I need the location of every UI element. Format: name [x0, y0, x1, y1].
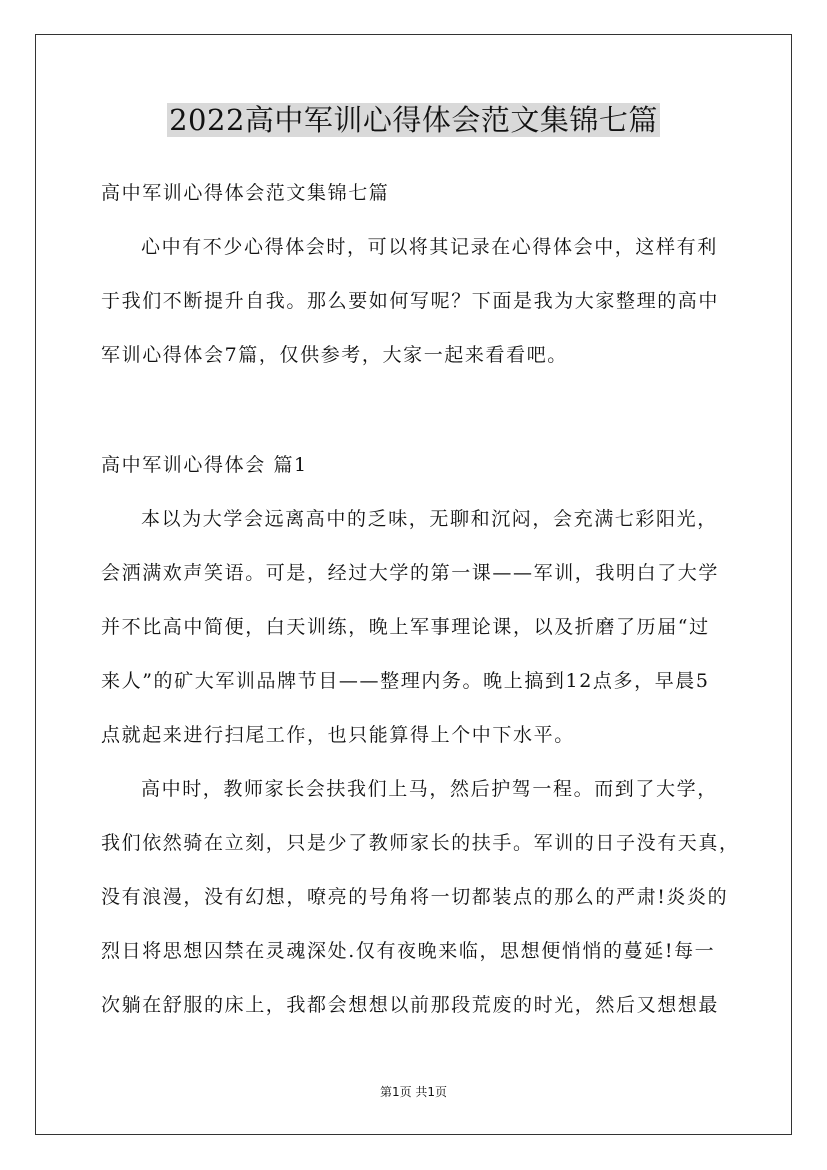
intro-line: 于我们不断提升自我。那么要如何写呢？下面是我为大家整理的高中: [101, 290, 720, 312]
paragraph-line: 点就起来进行扫尾工作，也只能算得上个中下水平。: [101, 724, 575, 746]
intro-line: 军训心得体会7篇，仅供参考，大家一起来看看吧。: [101, 344, 568, 366]
paragraph-line: 会洒满欢声笑语。可是，经过大学的第一课——军训，我明白了大学: [101, 562, 720, 584]
page-footer: 第1页 共1页: [379, 1085, 448, 1099]
document-title-text: 2022高中军训心得体会范文集锦七篇: [169, 103, 658, 137]
paragraph-line: 烈日将思想囚禁在灵魂深处.仅有夜晚来临，思想便悄悄的蔓延!每一: [101, 940, 716, 962]
document-subtitle: 高中军训心得体会范文集锦七篇: [101, 182, 390, 204]
paragraph-line: 来人”的矿大军训品牌节目——整理内务。晚上搞到12点多，早晨5: [101, 670, 710, 692]
section-heading: 高中军训心得体会 篇1: [101, 454, 308, 476]
document-title: [0, 98, 827, 142]
paragraph-line: 没有浪漫，没有幻想，嘹亮的号角将一切都装点的那么的严肃!炎炎的: [101, 886, 729, 908]
paragraph-line: 高中时，教师家长会扶我们上马，然后护驾一程。而到了大学，: [141, 778, 718, 800]
paragraph-line: 我们依然骑在立刻，只是少了教师家长的扶手。军训的日子没有天真，: [101, 832, 740, 854]
paragraph-line: 次躺在舒服的床上，我都会想想以前那段荒废的时光，然后又想想最: [101, 994, 720, 1016]
intro-line: 心中有不少心得体会时，可以将其记录在心得体会中，这样有利: [141, 236, 718, 258]
paragraph-line: 本以为大学会远离高中的乏味，无聊和沉闷，会充满七彩阳光，: [141, 508, 718, 530]
paragraph-line: 并不比高中简便，白天训练，晚上军事理论课，以及折磨了历届“过: [101, 616, 710, 638]
